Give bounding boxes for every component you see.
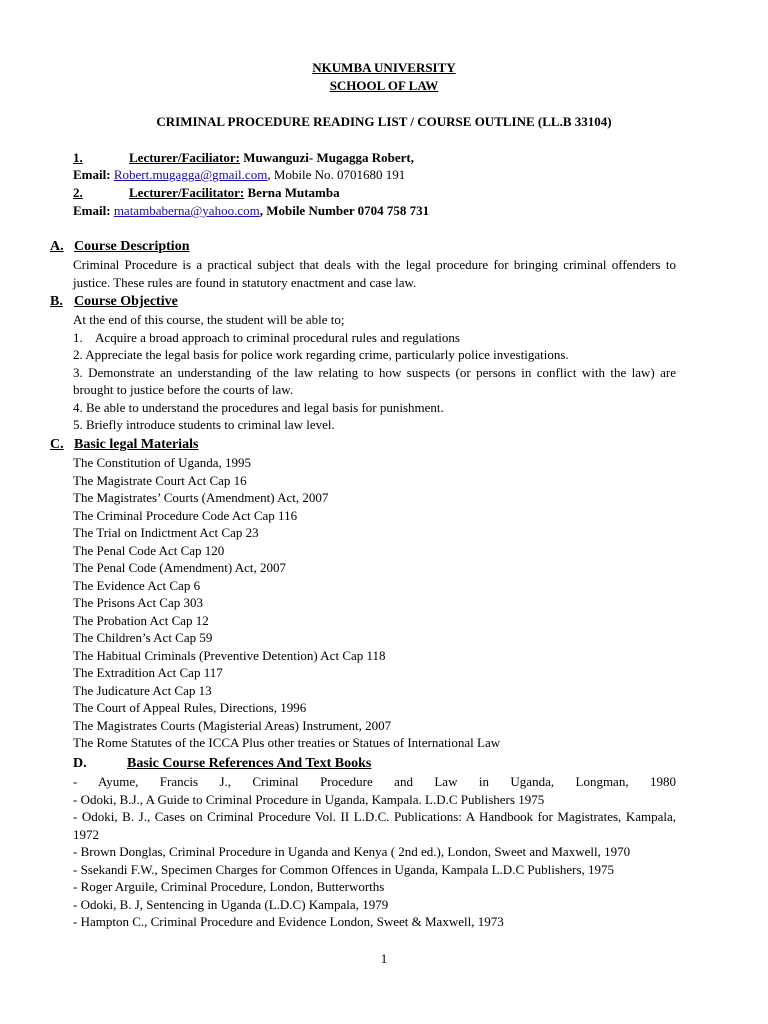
- references-list: [73, 773, 676, 931]
- list-item: - Hampton C., Criminal Procedure and Evidence London, Sweet & Maxwell, 1973: [73, 914, 504, 929]
- list-item: The Extradition Act Cap 117: [73, 665, 223, 680]
- list-item: The Constitution of Uganda, 1995: [73, 455, 252, 470]
- list-item: The Magistrates Courts (Magisterial Areas) Instrument, 2007: [73, 717, 392, 733]
- list-item: - Odoki, B. J., Cases on Criminal Procedure Vol. II L.D.C. Publications: A Handbook for Magistrates, Kampala, 1972: [73, 809, 676, 842]
- lecturer-1-email-link[interactable]: Robert.mugagga@gmail.com: [113, 167, 268, 182]
- list-item: The Evidence Act Cap 6: [73, 577, 201, 593]
- list-item: The Trial on Indictment Act Cap 23: [73, 525, 259, 540]
- lecturer-1-name: Muwanguzi- Mugagga Robert,: [243, 150, 414, 165]
- section-c-heading: C. Basic legal Materials: [50, 437, 199, 452]
- university-name: NKUMBA UNIVERSITY: [312, 60, 456, 75]
- list-item: - Odoki, B.J., A Guide to Criminal Procedure in Uganda, Kampala. L.D.C Publishers 1975: [73, 791, 545, 807]
- school-name: SCHOOL OF LAW: [329, 78, 439, 93]
- list-item: - Roger Arguile, Criminal Procedure, London, Butterworths: [73, 879, 385, 894]
- list-item: 3. Demonstrate an understanding of the law relating to how suspects (or persons in conflict with the law) are brought to justice before the courts of law.: [73, 364, 676, 397]
- course-description-text: Criminal Procedure is a practical subject that deals with the legal procedure for bringing criminal offenders to justice. These rules are found in statutory enactment and case law.: [73, 257, 676, 290]
- document-title: CRIMINAL PROCEDURE READING LIST / COURSE OUTLINE (LL.B 33104): [156, 114, 612, 129]
- list-item: 5. Briefly introduce students to criminal law level.: [73, 417, 335, 432]
- lecturer-2-phone: , Mobile Number 0704 758 731: [259, 203, 430, 218]
- legal-materials-list: [73, 454, 676, 752]
- list-item: The Penal Code (Amendment) Act, 2007: [73, 560, 287, 575]
- list-item: - Ssekandi F.W., Specimen Charges for Common Offences in Uganda, Kampala L.D.C Publishers, 1975: [73, 861, 615, 877]
- list-item: 4. Be able to understand the procedures and legal basis for punishment.: [73, 399, 444, 415]
- list-item: The Prisons Act Cap 303: [73, 595, 203, 610]
- lecturer-2-contact: Email: matambaberna@yahoo.com, Mobile Number 0704 758 731: [73, 203, 430, 218]
- lecturer-1-role: Lecturer/Faciliator:: [129, 150, 240, 165]
- lecturer-1-line: [73, 149, 676, 167]
- list-item: The Judicature Act Cap 13: [73, 682, 212, 698]
- section-a-heading: A. Course Description: [50, 239, 190, 254]
- list-item: The Rome Statutes of the ICCA Plus other treaties or Statues of International Law: [73, 735, 501, 750]
- lecturer-1-number: 1.: [73, 150, 83, 165]
- list-item: The Habitual Criminals (Preventive Detention) Act Cap 118: [73, 647, 386, 663]
- list-item: The Criminal Procedure Code Act Cap 116: [73, 507, 298, 523]
- page-number: 1: [380, 951, 388, 966]
- lecturer-1-contact: Email: Robert.mugagga@gmail.com, Mobile No. 0701680 191: [73, 167, 406, 182]
- section-b-heading: B. Course Objective: [50, 294, 178, 309]
- lecturer-2-number: 2.: [73, 185, 83, 200]
- list-item: The Magistrates’ Courts (Amendment) Act, 2007: [73, 490, 329, 505]
- list-item: The Magistrate Court Act Cap 16: [73, 472, 247, 488]
- list-item: - Ayume, Francis J., Criminal Procedure and Law in Uganda, Longman, 1980: [73, 774, 676, 789]
- lecturer-2-name: Berna Mutamba: [247, 185, 340, 200]
- lecturer-2-email-link[interactable]: matambaberna@yahoo.com: [113, 203, 260, 218]
- list-item: The Court of Appeal Rules, Directions, 1996: [73, 700, 307, 715]
- lecturer-2-line: [73, 184, 676, 202]
- list-item: - Odoki, B. J, Sentencing in Uganda (L.D.C) Kampala, 1979: [73, 896, 389, 912]
- list-item: The Children’s Act Cap 59: [73, 630, 213, 645]
- section-d-heading: D. Basic Course References And Text Books: [73, 756, 372, 771]
- lecturer-1-phone: , Mobile No. 0701680 191: [267, 167, 406, 182]
- list-item: 2. Appreciate the legal basis for police work regarding crime, particularly police investigations.: [73, 347, 569, 362]
- list-item: The Probation Act Cap 12: [73, 612, 209, 628]
- lecturer-2-role: Lecturer/Facilitator:: [129, 185, 245, 200]
- objectives-block: [73, 311, 676, 434]
- list-item: 1. Acquire a broad approach to criminal procedural rules and regulations: [73, 329, 460, 345]
- list-item: - Brown Donglas, Criminal Procedure in Uganda and Kenya ( 2nd ed.), London, Sweet and Maxwell, 1970: [73, 844, 631, 859]
- list-item: The Penal Code Act Cap 120: [73, 542, 225, 558]
- objectives-intro: At the end of this course, the student will be able to;: [73, 312, 345, 327]
